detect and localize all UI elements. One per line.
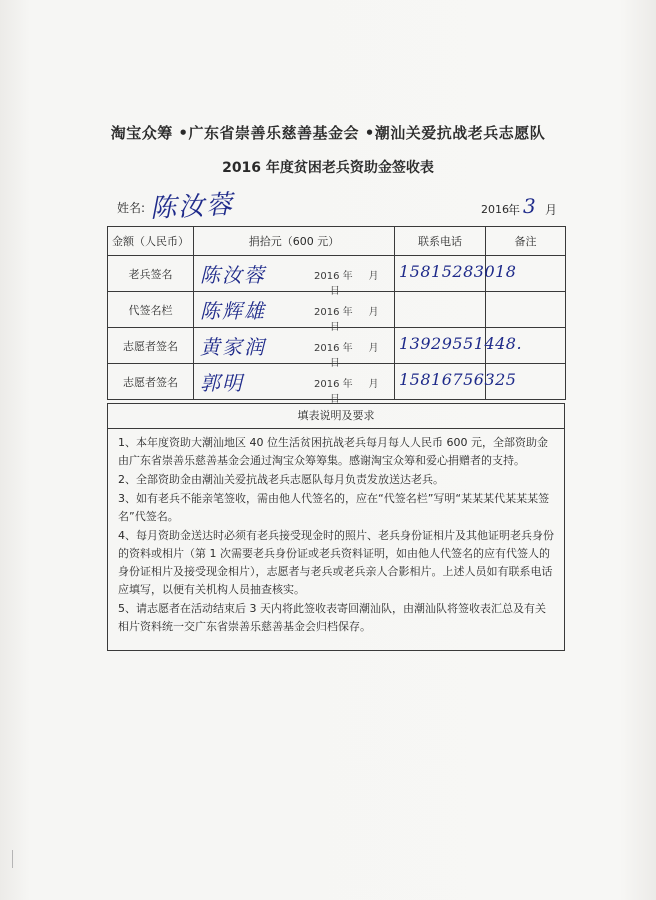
remark-cell [486, 292, 566, 328]
instruction-item: 4、每月资助金送达时必须有老兵接受现金时的照片、老兵身份证相片及其他证明老兵身份的资料或相片（第 1 次需要老兵身份证或老兵资料证明，如由他人代签名的应有代签人的身份证相片及接受现金相片），志愿者与老兵或老兵亲人合影相片。上述人员如有联系电话应填写，以便有关机构人员抽查核实。 [118, 529, 554, 596]
header-phone: 联系电话 [395, 227, 486, 256]
instruction-item: 1、本年度资助大潮汕地区 40 位生活贫困抗战老兵每月每人人民币 600 元，全部资助金由广东省崇善乐慈善基金会通过淘宝众筹筹集。感谢淘宝众筹和爱心捐赠者的支持。 [118, 436, 548, 467]
phone-cell [395, 256, 517, 292]
date-month-unit: 月 [368, 379, 379, 390]
signature-cell [194, 256, 395, 297]
handwritten-signature: 黄家润 [200, 335, 266, 359]
date-day-unit: 日 [329, 358, 340, 369]
date-day-unit: 日 [329, 394, 340, 405]
signature-cell [194, 364, 395, 405]
form-header-organizations: 淘宝众筹 •广东省崇善乐慈善基金会 •潮汕关爱抗战老兵志愿队 [110, 124, 546, 142]
instruction-item: 5、请志愿者在活动结束后 3 天内将此签收表寄回潮汕队，由潮汕队将签收表汇总及有关相片资料统一交广东省崇善乐慈善基金会归档保存。 [118, 602, 546, 633]
form-title: 2016 年度贫困老兵资助金签收表 [222, 160, 434, 176]
header-amount: 金额（人民币） [108, 227, 194, 256]
header-year: 2016 [481, 203, 509, 216]
date-year: 2016 [314, 271, 340, 282]
handwritten-name: 陈汝蓉 [149, 189, 235, 225]
header-month-unit: 月 [545, 203, 558, 217]
row-role: 代签名栏 [108, 292, 194, 328]
signature-cell [194, 292, 395, 333]
table-header-row [108, 227, 566, 256]
header-year-unit: 年 [508, 203, 521, 217]
date-month-unit: 月 [368, 271, 379, 282]
instruction-item: 3、如有老兵不能亲笔签收，需由他人代签名的，应在“代签名栏”写明“某某某代某某某签名”代签名。 [118, 492, 550, 523]
date-day-unit: 日 [329, 286, 340, 297]
handwritten-signature: 郭明 [200, 371, 244, 395]
table-row [108, 256, 566, 292]
signature-date [314, 375, 394, 405]
header-remark: 备注 [486, 227, 566, 256]
phone-cell [395, 328, 523, 364]
handwritten-month: 3 [523, 194, 536, 218]
phone-cell [395, 292, 486, 328]
instructions-box [107, 403, 565, 651]
date-year: 2016 [314, 343, 340, 354]
scan-edge-mark [12, 850, 13, 868]
handwritten-phone: 13929551448. [399, 334, 523, 353]
date-year: 2016 [314, 379, 340, 390]
handwritten-phone: 15816756325 [399, 370, 517, 389]
date-year: 2016 [314, 307, 340, 318]
date-day-unit: 日 [329, 322, 340, 333]
instruction-item: 2、全部资助金由潮汕关爱抗战老兵志愿队每月负责发放送达老兵。 [118, 473, 444, 486]
table-row [108, 328, 566, 364]
table-row [108, 292, 566, 328]
receipt-table [107, 226, 566, 405]
handwritten-signature: 陈汝蓉 [200, 263, 266, 287]
date-year-unit: 年 [342, 307, 353, 318]
date-month-unit: 月 [368, 343, 379, 354]
date-year-unit: 年 [342, 343, 353, 354]
row-role: 志愿者签名 [108, 328, 194, 364]
signature-cell [194, 328, 395, 369]
date-month-unit: 月 [368, 307, 379, 318]
date-year-unit: 年 [342, 271, 353, 282]
instructions-body [108, 429, 564, 636]
date-year-unit: 年 [342, 379, 353, 390]
row-role: 志愿者签名 [108, 364, 194, 400]
handwritten-phone: 15815283018 [399, 262, 517, 281]
row-role: 老兵签名 [108, 256, 194, 292]
phone-cell [395, 364, 517, 400]
table-row [108, 364, 566, 400]
header-subsidy: 捐拾元（600 元） [194, 227, 395, 256]
name-label: 姓名: [117, 201, 146, 215]
handwritten-signature: 陈辉雄 [200, 299, 266, 323]
instructions-title: 填表说明及要求 [108, 404, 564, 429]
